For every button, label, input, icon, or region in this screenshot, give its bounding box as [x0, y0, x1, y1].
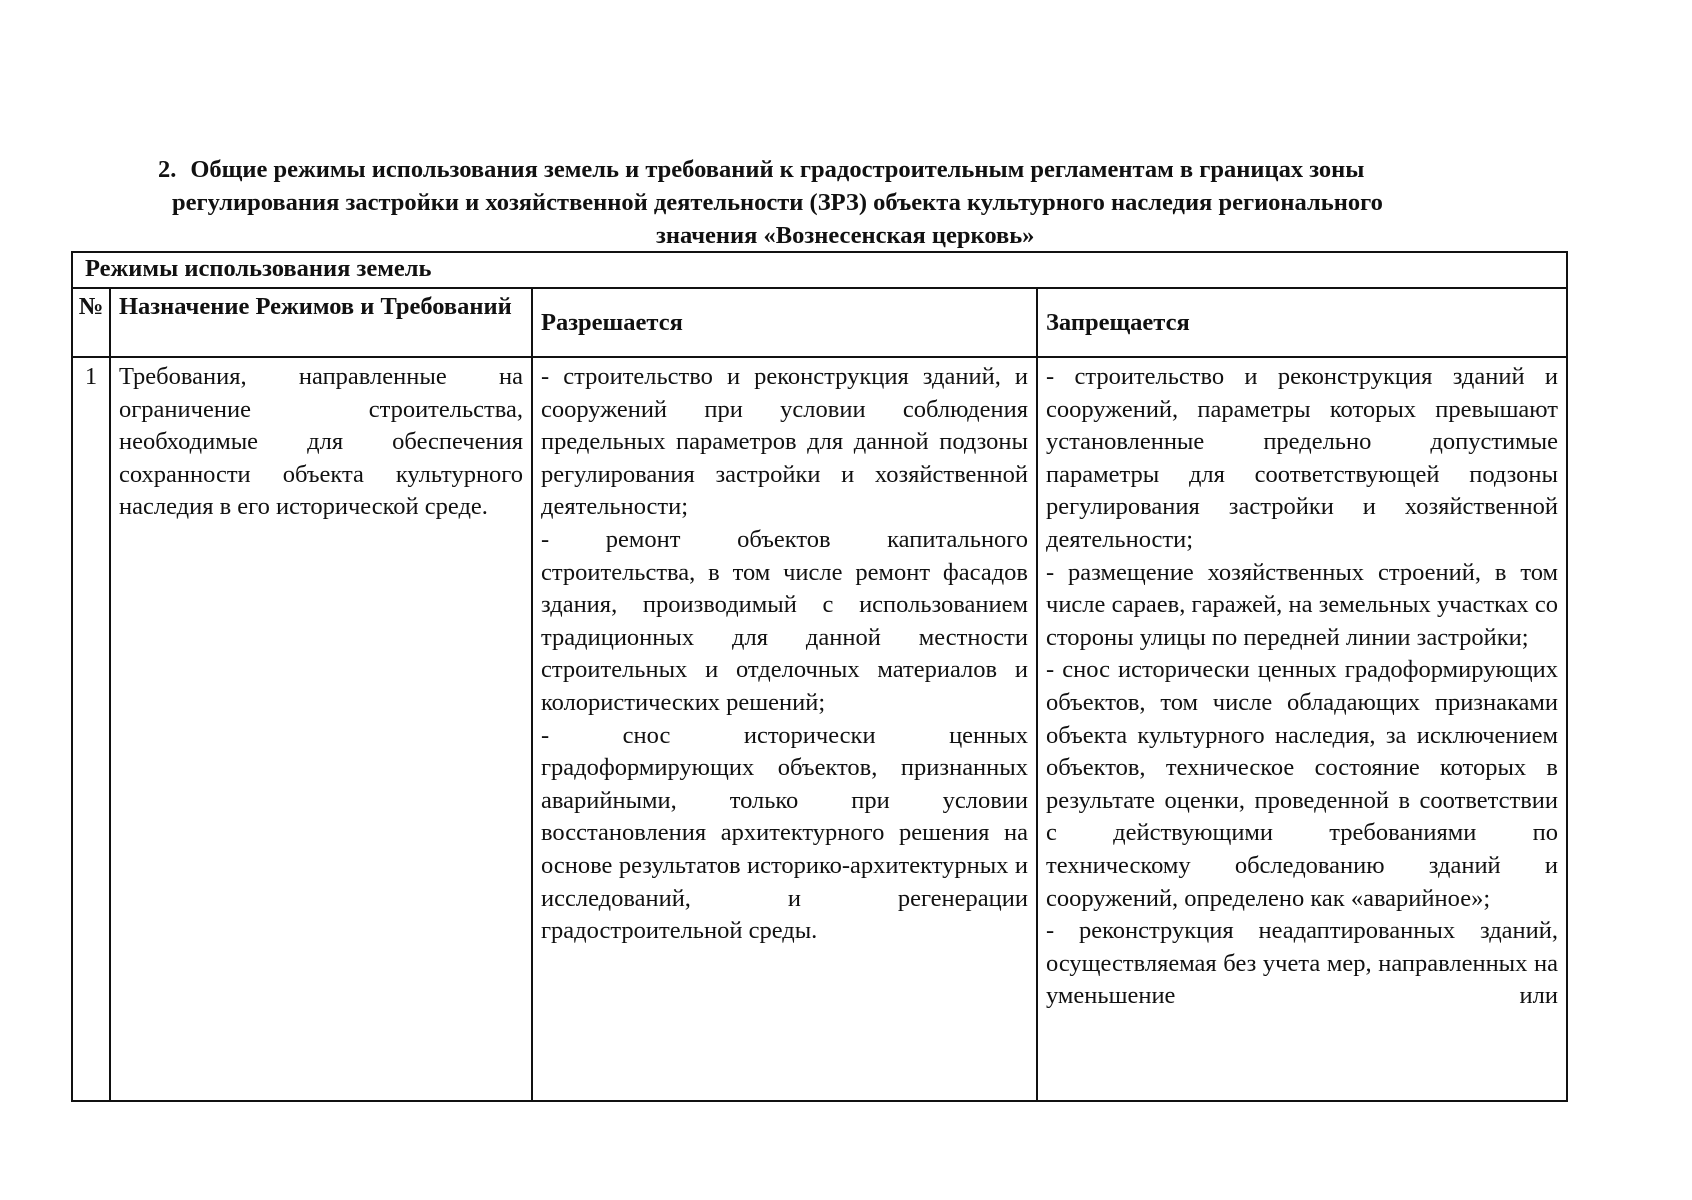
table-header-row — [72, 288, 1567, 357]
table-title: Режимы использования земель — [72, 252, 1567, 288]
forbidden-item: - реконструкция неадаптированных зданий, осуществляемая без учета мер, направленных на уменьшение или — [1046, 917, 1558, 1010]
allowed-item: - снос исторически ценных градоформирующих объектов, признанных аварийными, только при условии восстановления архитектурного решения на основе результатов историко-архитектурных и исследований, и регенерации градостроительной среды. — [541, 721, 1028, 945]
table-title-row — [72, 252, 1567, 288]
column-header-purpose: Назначение Режимов и Требований — [110, 288, 532, 357]
heading-number: 2. — [158, 156, 177, 183]
column-header-allowed: Разрешается — [532, 288, 1037, 357]
column-header-number: № — [72, 288, 110, 357]
allowed-item: - ремонт объектов капитального строительства, в том числе ремонт фасадов здания, производимый с использованием традиционных для данной местности строительных и отделочных материалов и колористических решений; — [541, 525, 1028, 716]
row-forbidden — [1037, 357, 1567, 1101]
land-use-regimes-table — [71, 251, 1568, 1102]
column-header-forbidden: Запрещается — [1037, 288, 1567, 357]
heading-line-1: 2. Общие режимы использования земель и требований к градостроительным регламентам в границах зоны — [158, 156, 1365, 183]
purpose-text: Требования, направленные на ограничение строительства, необходимые для обеспечения сохранности объекта культурного наследия в его исторической среде. — [119, 363, 523, 521]
row-purpose — [110, 357, 532, 1101]
forbidden-item: - размещение хозяйственных строений, в том числе сараев, гаражей, на земельных участках со стороны улицы по передней линии застройки; — [1046, 558, 1558, 651]
allowed-item: - строительство и реконструкция зданий, и сооружений при условии соблюдения предельных параметров для данной подзоны регулирования застройки и хозяйственной деятельности; — [541, 363, 1028, 521]
forbidden-item: - строительство и реконструкция зданий и сооружений, параметры которых превышают установленные предельно допустимые параметры для соответствующей подзоны регулирования застройки и хозяйственной деятельности; — [1046, 363, 1558, 553]
row-number: 1 — [72, 357, 110, 1101]
row-allowed — [532, 357, 1037, 1101]
table-row — [72, 357, 1567, 1101]
forbidden-item: - снос исторически ценных градоформирующих объектов, том числе обладающих признаками объекта культурного наследия, за исключением объектов, техническое состояние которых в результате оценки, проведенной в соответствии с действующими требованиями по техническому обследованию зданий и сооружений, определено как «аварийное»; — [1046, 656, 1558, 912]
section-heading — [140, 153, 1620, 252]
heading-line-2: регулирования застройки и хозяйственной деятельности (ЗРЗ) объекта культурного наследия регионального — [172, 189, 1383, 216]
heading-line-3: значения «Вознесенская церковь» — [656, 222, 1035, 249]
